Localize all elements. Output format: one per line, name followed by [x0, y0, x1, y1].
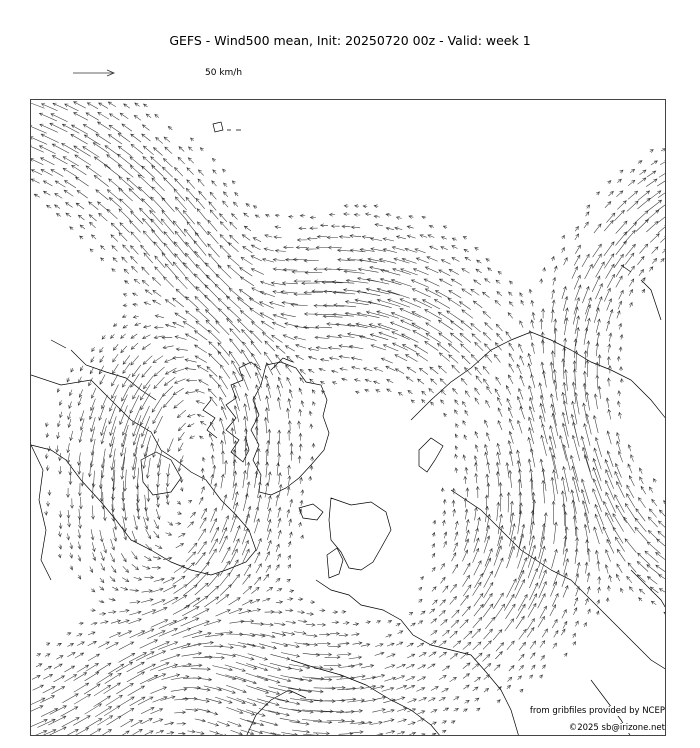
copyright-credit: ©2025 sb@irizone.net — [568, 723, 665, 733]
legend — [0, 62, 700, 86]
wind-vector-field — [31, 102, 666, 737]
scandinavia-coast — [329, 498, 391, 570]
north-america-west-coast — [31, 445, 51, 580]
data-source-credit: from gribfiles provided by NCEP — [529, 706, 665, 716]
alaska-coast — [51, 340, 156, 400]
wind-arrows — [31, 102, 666, 737]
small-islands — [213, 122, 241, 132]
asia-interior-border — [451, 490, 666, 670]
legend-label: 50 km/h — [205, 68, 243, 78]
iceland-coast — [299, 504, 323, 520]
hudson-bay — [141, 452, 181, 495]
novaya-zemlya-coast — [419, 438, 443, 472]
legend-arrow-icon — [0, 62, 130, 86]
mediterranean-coast — [291, 660, 441, 736]
wind-map-canvas — [31, 100, 666, 736]
uk-coast — [327, 548, 343, 578]
map-title: GEFS - Wind500 mean, Init: 20250720 00z - Valid: week 1 — [169, 33, 531, 48]
wind-map — [30, 99, 666, 736]
